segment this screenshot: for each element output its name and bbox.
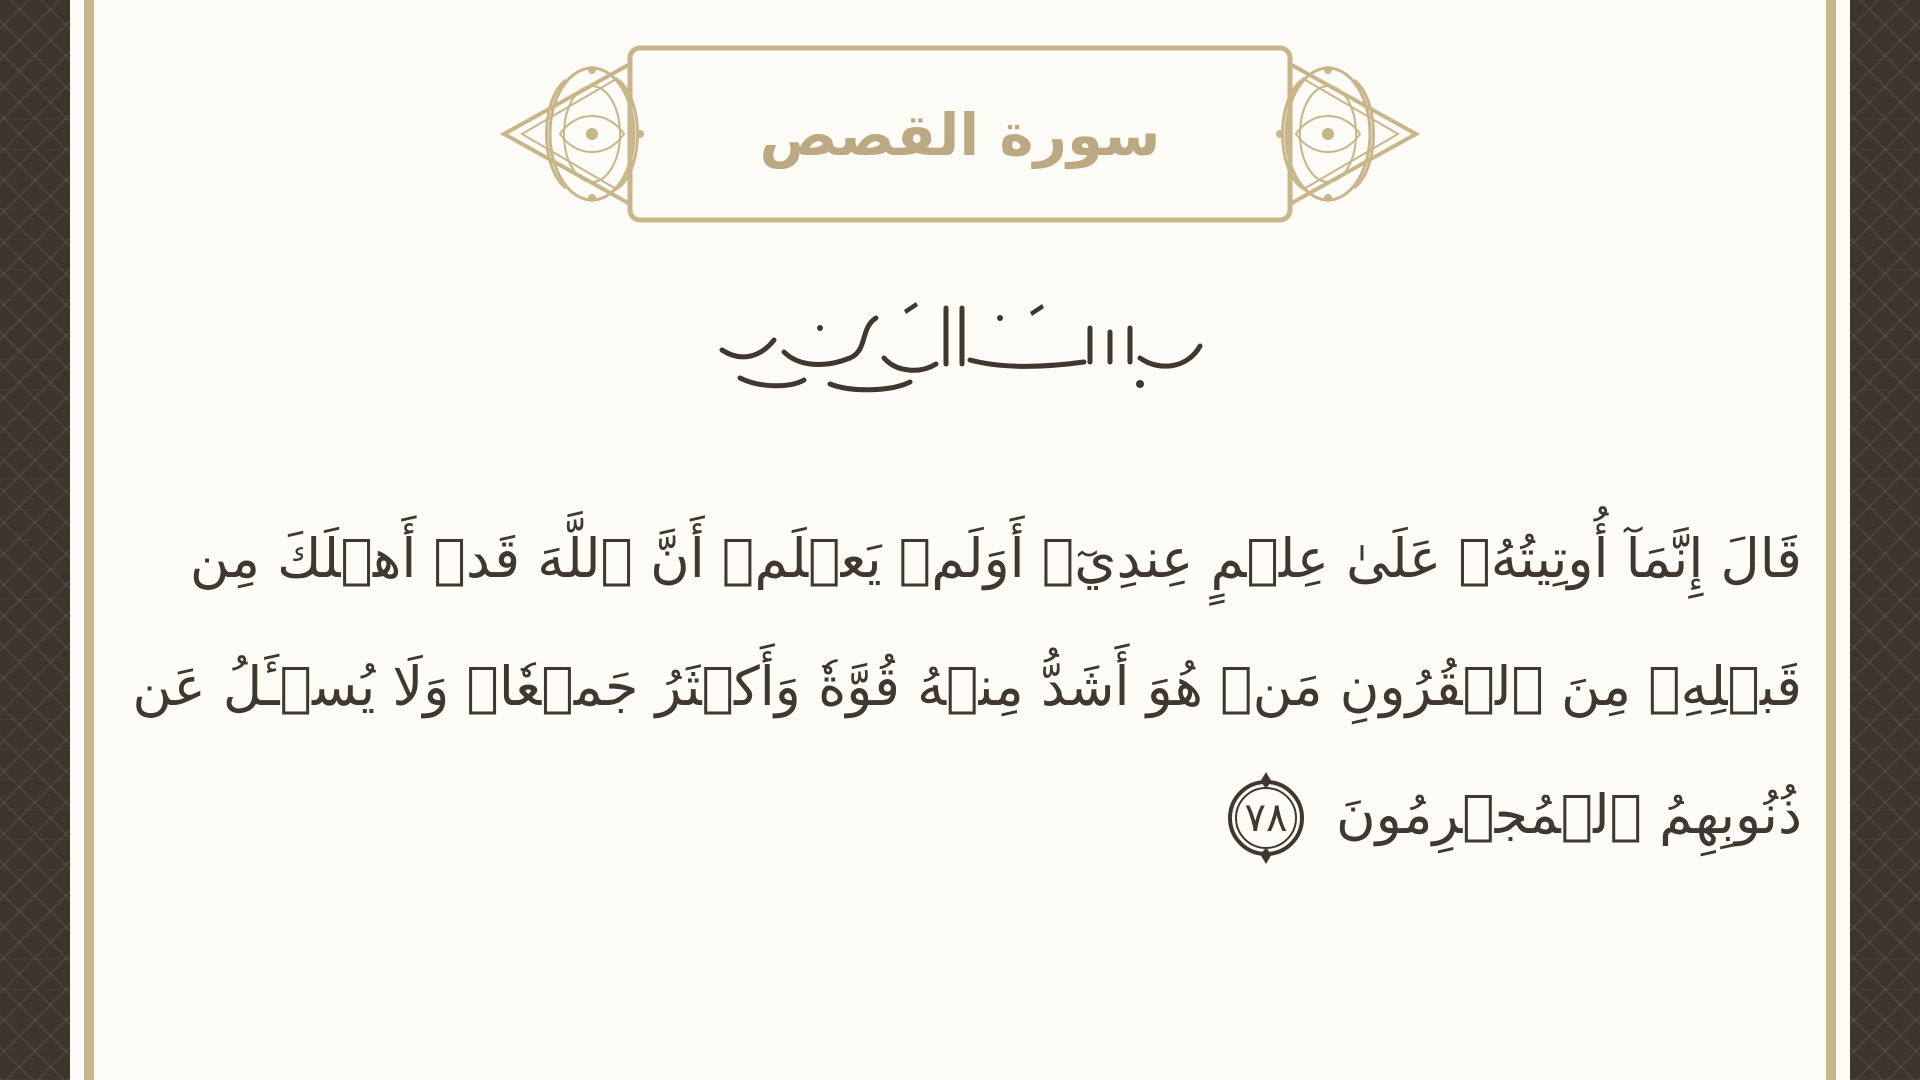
ayah-number-marker [1218, 770, 1314, 866]
surah-title-banner [500, 40, 1420, 230]
verse-text [132, 495, 1802, 879]
basmala-calligraphy [560, 278, 1360, 408]
surah-title: سورة القصص [759, 101, 1161, 169]
basmala-calligraphy-image [700, 288, 1220, 398]
verse-line-1: قَالَ إِنَّمَآ أُوتِيتُهُۥ عَلَىٰ عِلۡمٍ عِندِيٓۚ أَوَلَمۡ يَعۡلَمۡ أَنَّ ٱللَّهَ قَدۡ أَهۡلَكَ مِن [189, 527, 1802, 590]
verse-line-3-text: ذُنُوبِهِمُ ٱلۡمُجۡرِمُونَ [1335, 783, 1802, 846]
left-gold-rule [84, 0, 94, 1080]
right-ornamental-border [1850, 0, 1920, 1080]
left-ornamental-border [0, 0, 70, 1080]
verse-line-2: قَبۡلِهِۦ مِنَ ٱلۡقُرُونِ مَنۡ هُوَ أَشَدُّ مِنۡهُ قُوَّةٗ وَأَكۡثَرُ جَمۡعٗاۚ وَلَا يُسۡـَٔلُ عَن [132, 655, 1802, 718]
right-gold-rule [1826, 0, 1836, 1080]
verse-line-3 [200, 751, 1802, 879]
ayah-number: ٧٨ [1244, 795, 1288, 842]
